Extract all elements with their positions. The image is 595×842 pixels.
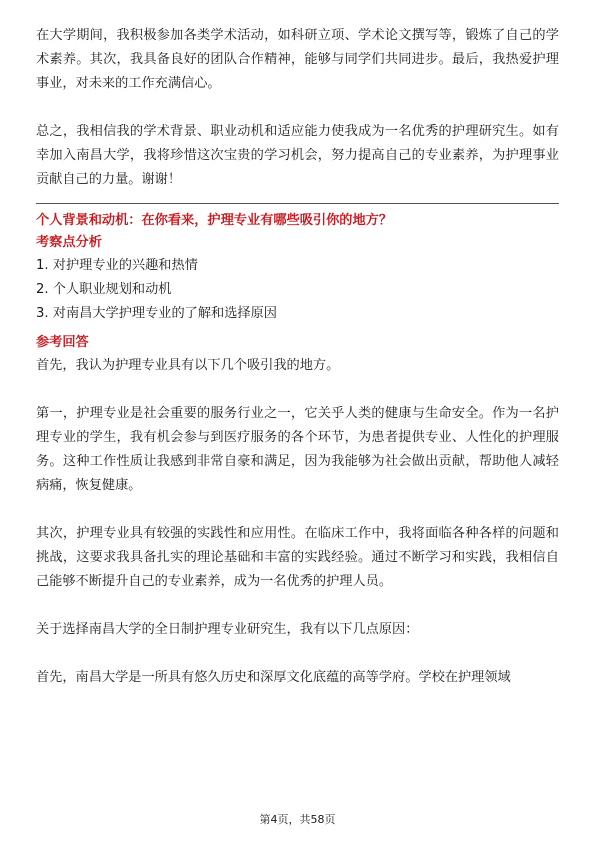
paragraph-conclusion: 总之，我相信我的学术背景、职业动机和适应能力使我成为一名优秀的护理研究生。如有幸加入南昌大学，我将珍惜这次宝贵的学习机会，努力提高自己的专业素养，为护理事业贡献自己的力量。谢谢！ [36, 124, 559, 187]
analysis-item: 1. 对护理专业的兴趣和热情 [36, 258, 198, 273]
analysis-item: 2. 个人职业规划和动机 [36, 282, 172, 297]
answer-paragraph: 首先，我认为护理专业具有以下几个吸引我的地方。 [36, 358, 340, 373]
answer-paragraph: 关于选择南昌大学的全日制护理专业研究生，我有以下几点原因： [36, 622, 419, 637]
answer-paragraph: 第一，护理专业是社会重要的服务行业之一，它关乎人类的健康与生命安全。作为一名护理专业的学生，我有机会参与到医疗服务的各个环节，为患者提供专业、人性化的护理服务。这种工作性质让我感到非常自豪和满足，因为我能够为社会做出贡献，帮助他人减轻病痛，恢复健康。 [36, 406, 559, 493]
answer-heading: 参考回答 [36, 335, 89, 350]
paragraph-academic-activities: 在大学期间，我积极参加各类学术活动，如科研立项、学术论文撰写等，锻炼了自己的学术素养。其次，我具备良好的团队合作精神，能够与同学们共同进步。最后，我热爱护理事业，对未来的工作充满信心。 [36, 28, 559, 91]
answer-paragraph: 其次，护理专业具有较强的实践性和应用性。在临床工作中，我将面临各种各样的问题和挑战，这要求我具备扎实的理论基础和丰富的实践经验。通过不断学习和实践，我相信自己能够不断提升自己的专业素养，成为一名优秀的护理人员。 [36, 526, 559, 589]
answer-paragraph: 首先，南昌大学是一所具有悠久历史和深厚文化底蕴的高等学府。学校在护理领域 [36, 670, 511, 685]
document-body [36, 24, 559, 690]
question-heading: 个人背景和动机：在你看来，护理专业有哪些吸引你的地方？ [36, 213, 393, 228]
section-divider [36, 203, 559, 204]
analysis-heading: 考察点分析 [36, 235, 102, 250]
page-number-footer: 第4页，共58页 [259, 813, 336, 826]
analysis-item: 3. 对南昌大学护理专业的了解和选择原因 [36, 306, 277, 321]
